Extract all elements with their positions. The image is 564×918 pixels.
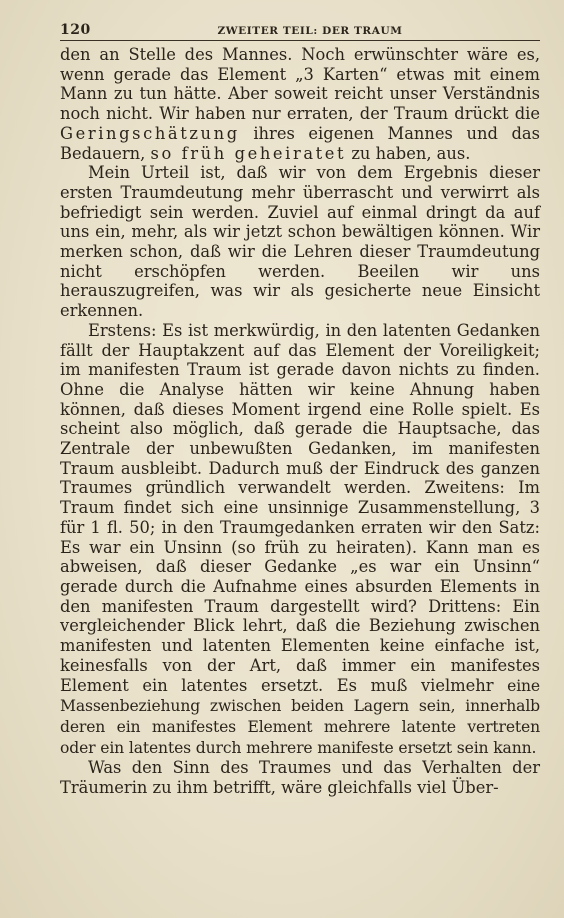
- text-run: Erstens: Es ist merkwürdig, in den latenten Gedanken fällt der Hauptakzent auf das Element der Voreiligkeit; im manifesten Traum ist gerade davon nichts zu finden. Ohne die Analyse hätten wir keine Ahnung haben können, daß dieses Moment irgend eine Rolle spielt. Es scheint also möglich, daß gerade die Hauptsache, das Zentrale der unbewußten Gedanken, im manifesten Traum ausbleibt. Dadurch muß der Eindruck des ganzen Traumes gründlich verwandelt werden. Zweitens: Im Traum findet sich eine unsinnige Zusammenstellung, 3 für 1 fl. 50; in den Traumgedanken erraten wir den Satz: Es war ein Unsinn (so früh zu heiraten). Kann man es abweisen, daß dieser Gedanke „es war ein Unsinn“ gerade durch die Aufnahme eines absurden Elements in den manifesten Traum dargestellt wird? Drittens: Ein vergleichender Blick lehrt, daß die Beziehung zwischen manifesten und latenten Elementen keine einfache ist, keinesfalls von der Art, daß immer ein manifestes Element ein latentes ersetzt. Es muß vielmehr: [60, 320, 540, 695]
- text-run: ihres eigenen Mannes und das Bedauern,: [60, 123, 540, 163]
- page-number: 120: [60, 22, 91, 38]
- emphasized-text: so früh geheiratet: [150, 143, 347, 163]
- page-header: [60, 18, 540, 41]
- running-head: ZWEITER TEIL: DER TRAUM: [217, 25, 403, 37]
- paragraph: [60, 758, 540, 797]
- paragraph: [60, 45, 540, 163]
- text-run-condensed: eine Massenbeziehung zwischen beiden Lagern sein, innerhalb deren ein manifestes Element mehrere latente vertreten oder ein latentes durch mehrere manifeste ersetzt sein kann.: [60, 676, 540, 757]
- paragraph: [60, 163, 540, 321]
- text-run: Mein Urteil ist, daß wir von dem Ergebnis dieser ersten Traumdeutung mehr überrascht und verwirrt als befriedigt sein werden. Zuviel auf einmal dringt da auf uns ein, mehr, als wir jetzt schon bewältigen können. Wir merken schon, daß wir die Lehren dieser Traumdeutung nicht erschöpfen werden. Beeilen wir uns herauszugreifen, was wir als gesicherte neue Einsicht erkennen.: [60, 163, 540, 321]
- body-text: [60, 45, 540, 798]
- emphasized-text: Geringschätzung: [60, 123, 240, 143]
- paragraph: [60, 321, 540, 758]
- text-run: den an Stelle des Mannes. Noch erwünschter wäre es, wenn gerade das Element „3 Karten“ etwas mit einem Mann zu tun hätte. Aber soweit reicht unser Verständnis noch nicht. Wir haben nur erraten, der Traum drückt die: [60, 45, 540, 124]
- text-run: zu haben, aus.: [346, 143, 471, 163]
- text-run: Was den Sinn des Traumes und das Verhalten der Träumerin zu ihm betrifft, wäre gleichfalls viel Über-: [60, 758, 540, 798]
